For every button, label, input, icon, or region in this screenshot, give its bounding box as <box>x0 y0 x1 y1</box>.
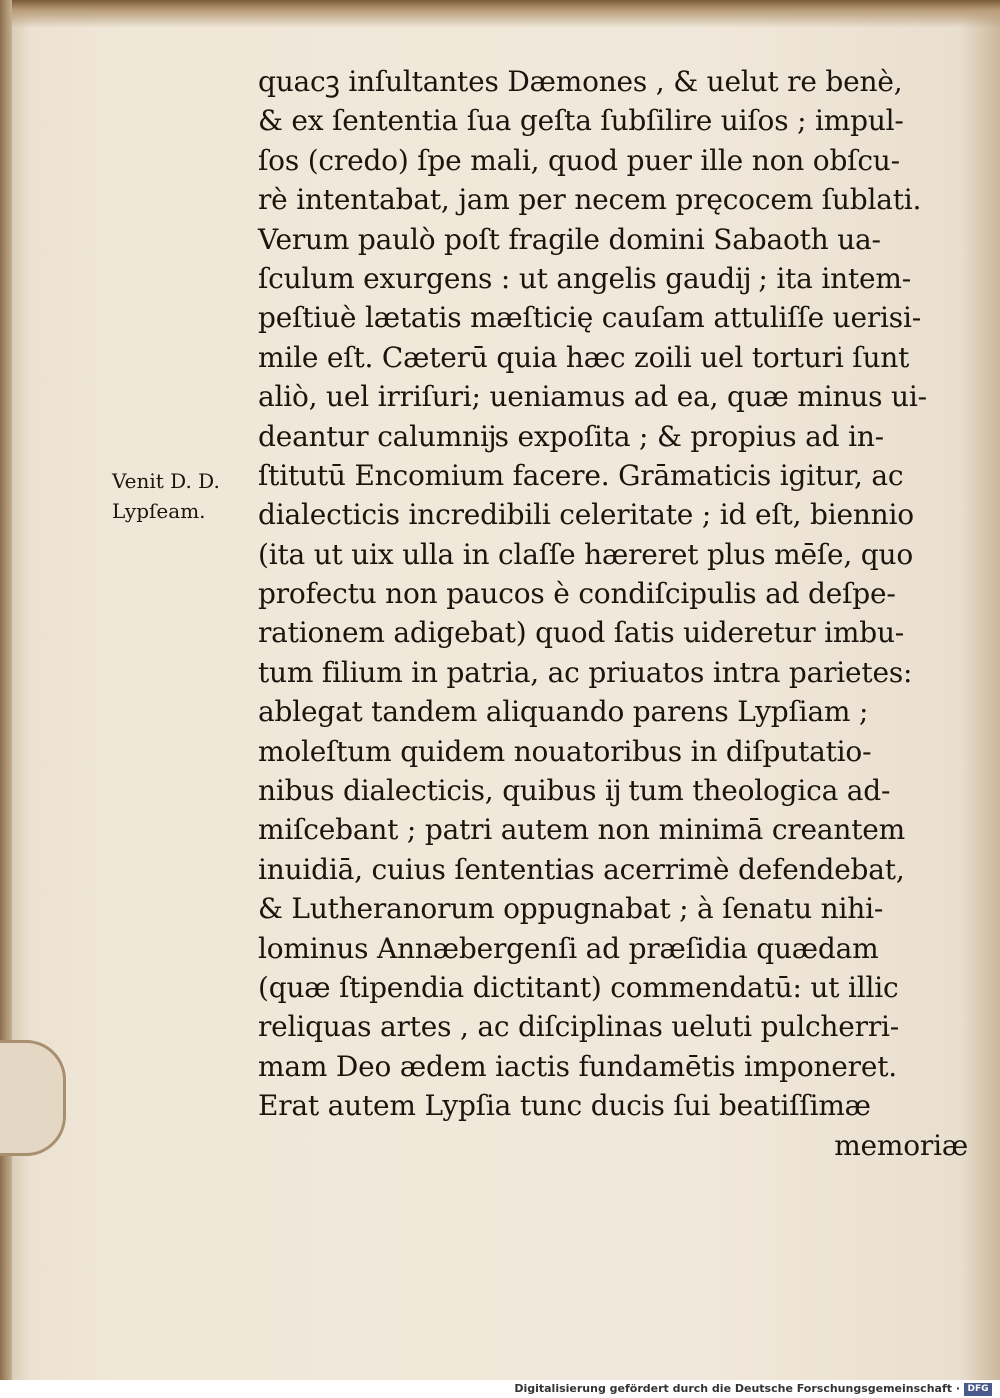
text-line: & ex ſententia ſua geſta ſubſilire uiſos ; impul- <box>258 104 904 138</box>
dfg-logo-icon: DFG <box>964 1383 992 1396</box>
marginal-note <box>112 466 220 526</box>
text-line: (ita ut uix ulla in claſſe hæreret plus mēſe, quo <box>258 537 914 571</box>
text-line: profectu non paucos è condiſcipulis ad deſpe- <box>258 577 896 611</box>
text-line: peſtiuè lætatis mæſticię cauſam attuliſſe uerisi- <box>258 301 921 335</box>
text-line: dialecticis incredibili celeritate ; id eſt, biennio <box>258 498 914 532</box>
text-line: moleſtum quidem nouatoribus in diſputatio- <box>258 734 872 768</box>
text-line: mam Deo ædem iactis fundamētis imponeret. <box>258 1049 897 1083</box>
text-line: rationem adigebat) quod ſatis uideretur imbu- <box>258 616 905 650</box>
text-line: deantur calumnĳs expoſita ; & propius ad in- <box>258 419 884 453</box>
text-line: miſcebant ; patri autem non minimā creantem <box>258 813 905 847</box>
footer-credit: Digitalisierung gefördert durch die Deutsche Forschungsgemeinschaft · <box>514 1382 960 1395</box>
text-line: ſos (credo) ſpe mali, quod puer ille non obſcu- <box>258 143 900 177</box>
text-line: rè intentabat, jam per necem pręcocem ſublati. <box>258 183 922 217</box>
book-binding-edge <box>0 0 12 1380</box>
marginal-note-line: Venit D. D. <box>112 469 220 493</box>
text-line: nibus dialecticis, quibus ĳ tum theologica ad- <box>258 774 891 808</box>
book-clasp <box>0 1040 66 1156</box>
text-line: (quæ ſtipendia dictitant) commendatū: ut illic <box>258 970 899 1004</box>
footer-bar <box>0 1380 1000 1398</box>
text-line: lominus Annæbergenſi ad præſidia quædam <box>258 931 879 965</box>
text-line: aliò, uel irriſuri; ueniamus ad ea, quæ minus ui- <box>258 380 927 414</box>
text-line: Erat autem Lypſia tunc ducis ſui beatiſſimæ <box>258 1089 871 1123</box>
text-line: ſtitutū Encomium facere. Grāmaticis igitur, ac <box>258 458 904 492</box>
text-line: tum filium in patria, ac priuatos intra parietes: <box>258 655 913 689</box>
body-text <box>258 62 968 1165</box>
text-line: inuidiā, cuius ſententias acerrimè defendebat, <box>258 852 905 886</box>
text-line: ablegat tandem aliquando parens Lypſiam ; <box>258 695 869 729</box>
text-line: mile eſt. Cæterū quia hæc zoili uel torturi ſunt <box>258 340 910 374</box>
marginal-note-line: Lypſeam. <box>112 499 206 523</box>
text-line: & Lutheranorum oppugnabat ; à ſenatu nihi- <box>258 892 884 926</box>
text-line: Verum paulò poſt fragile domini Sabaoth ua- <box>258 222 881 256</box>
text-line: ſculum exurgens : ut angelis gaudĳ ; ita intem- <box>258 261 911 295</box>
text-line: reliquas artes , ac diſciplinas ueluti pulcherri- <box>258 1010 900 1044</box>
text-line: quacꝫ inſultantes Dæmones , & uelut re benè, <box>258 65 903 98</box>
catchword: memoriæ <box>834 1128 968 1162</box>
page-top-shadow <box>0 0 1000 28</box>
